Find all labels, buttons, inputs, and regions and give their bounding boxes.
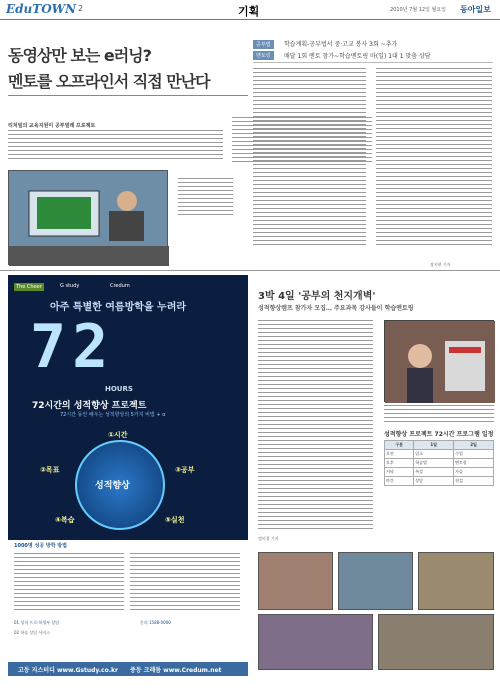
camp-headline: 3박 4일 '공부의 천지개벽' [258, 291, 376, 302]
ad-footer-text [130, 553, 240, 613]
table-cell: 저녁 [385, 468, 414, 477]
ad-point: ②목표 [40, 466, 60, 474]
section-rule [253, 62, 493, 63]
brand-logo: EduTOWN [6, 2, 77, 16]
ad-point: ④복습 [55, 516, 75, 524]
table-cell: 점검 [454, 477, 494, 486]
table-row [385, 468, 494, 477]
ad-row: 02 학습 상담 서비스 [14, 630, 50, 635]
camp-photo-4 [258, 614, 373, 670]
camp-photo-graphic [385, 321, 495, 403]
section-title: 기획 [238, 5, 260, 18]
table-header-row [385, 441, 494, 450]
table-cell: 학습법 [414, 459, 454, 468]
ad-point: ③공부 [175, 466, 195, 474]
camp-author: 정미경 기자 [258, 536, 279, 541]
ad-site-credum[interactable]: 중등 크레듬 www.Credum.net [130, 667, 222, 674]
badge-mentoring: 멘토링 [253, 51, 274, 60]
ad-point: ①시간 [108, 431, 128, 439]
table-cell: 입소 [414, 450, 454, 459]
camp-photo-1 [258, 552, 333, 610]
event-line-b: 매달 1회 멘토 참가~학습멘토링 마(일) 1대 1 맞춤 상담 [284, 53, 431, 60]
ad-tagline: 아주 특별한 여름방학을 누려라 [50, 302, 187, 313]
ad-logo-credum: Credum [110, 283, 130, 289]
ad-subnote: 72시간 동안 배우는 성적향상의 5가지 비법 + α [60, 412, 166, 418]
table-cell: 수업 [454, 450, 494, 459]
table-cell: 야간 [385, 477, 414, 486]
camp-photo-strip [258, 552, 494, 672]
ad-logo-cheer: The Cheer [16, 284, 42, 290]
article-author: 장지현 기자 [430, 262, 451, 267]
ad-site-gstudy[interactable]: 고등 지스터디 www.Gstudy.co.kr [18, 667, 118, 674]
ad-center-text: 성적향상 [95, 481, 130, 491]
table-cell: 오전 [385, 450, 414, 459]
article-body-column [258, 320, 373, 530]
classroom-photo-graphic [9, 171, 169, 266]
schedule-table-title: 성적향상 프로젝트 72시간 프로그램 일정 [384, 431, 494, 438]
table-cell: 특강 [414, 468, 454, 477]
dateline: 2010년 7월 12일 월요일 [390, 7, 447, 13]
ad-logo-gstudy: G study [60, 283, 80, 289]
table-row [385, 477, 494, 486]
table-cell: 상담 [414, 477, 454, 486]
article-body-column [376, 68, 492, 248]
schedule-table [384, 440, 494, 486]
table-cell: 자습 [454, 468, 494, 477]
ad-subtitle: 72시간의 성적향상 프로젝트 [32, 401, 147, 411]
headline-line-1: 동영상만 보는 e러닝? [8, 46, 151, 65]
classroom-photo [8, 170, 168, 265]
newspaper-name: 동아일보 [460, 5, 491, 14]
camp-photo-caption [384, 405, 494, 423]
badge-study-method: 공부법 [253, 40, 274, 49]
ad-hours-label: HOURS [105, 385, 133, 393]
ad-row: 01 성적 프로-학생부 상담 [14, 620, 60, 625]
camp-photo-5 [378, 614, 494, 670]
ad-footer-title: 1000명 성공 방학 방법 [14, 543, 67, 549]
table-header: 1일 [414, 441, 454, 450]
ad-point: ⑤실천 [165, 516, 185, 524]
camp-subhead: 성적향상캠프 참가자 모집… 주요과목 강사들이 학습멘토링 [258, 305, 414, 312]
headline-line-2: 멘토를 오프라인서 직접 만난다 [8, 72, 210, 91]
photo-caption [178, 178, 233, 218]
page-number: 2 [78, 4, 84, 13]
ad-contact: 문의 1588-0000 [140, 620, 171, 625]
event-line-a: 학습계획-공부법서 중·고교 봉사 3회 ~추가 [284, 41, 398, 48]
camp-photo [384, 320, 494, 402]
article-intro-text [8, 130, 223, 162]
headline-rule [8, 95, 248, 96]
article-body-column [253, 68, 366, 248]
table-header: 구분 [385, 441, 414, 450]
ad-big-number: 72 [30, 312, 115, 382]
table-row [385, 459, 494, 468]
camp-photo-3 [418, 552, 494, 610]
ad-footer-text [14, 553, 124, 613]
table-cell: 멘토링 [454, 459, 494, 468]
table-header: 2일 [454, 441, 494, 450]
camp-photo-2 [338, 552, 413, 610]
table-row [385, 450, 494, 459]
article-byline: 티처빌의 교육지원이 공부벌레 프로젝트 [8, 123, 96, 129]
table-cell: 오후 [385, 459, 414, 468]
page-divider [0, 270, 500, 271]
